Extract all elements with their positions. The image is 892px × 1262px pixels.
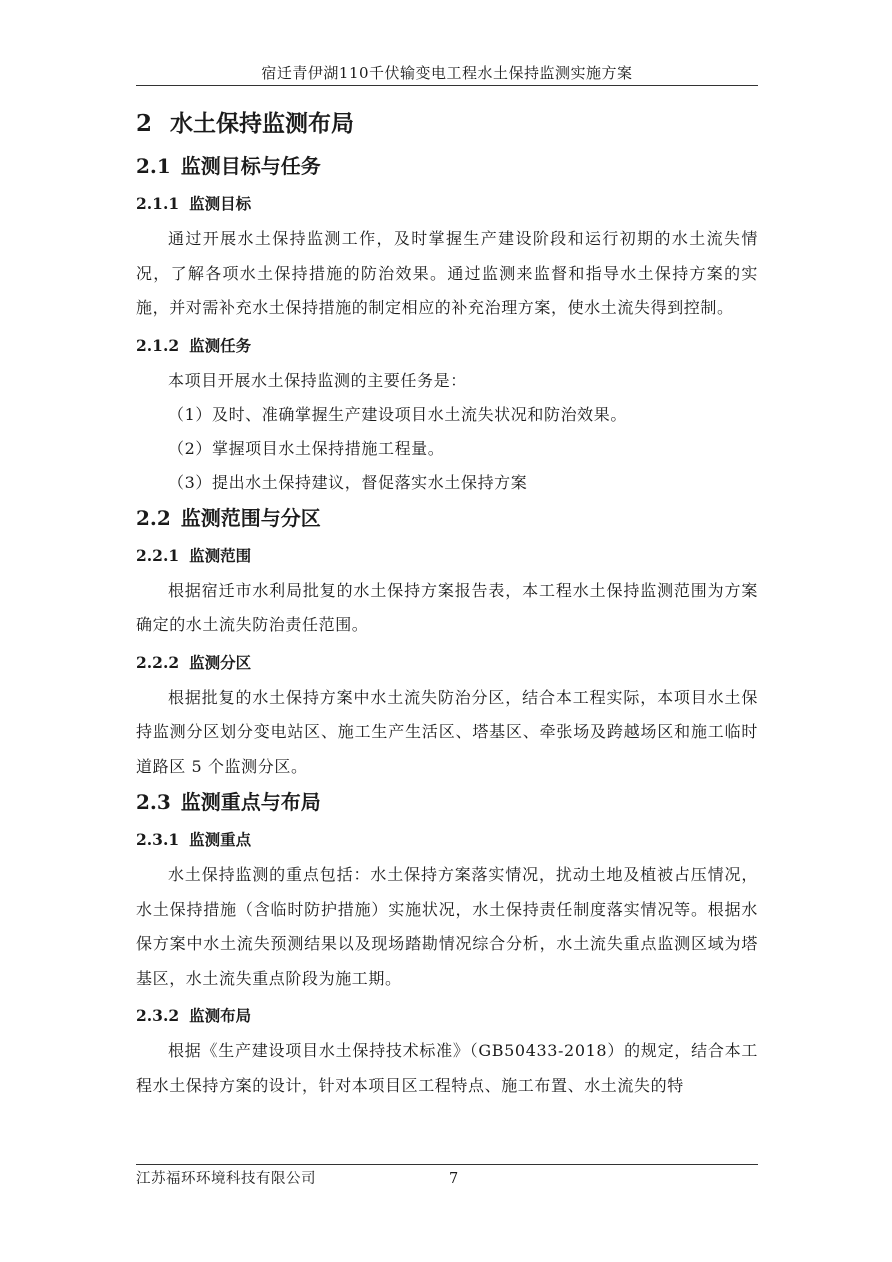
section-title: 监测目标与任务 — [180, 154, 321, 178]
list-item: （1）及时、准确掌握生产建设项目水土流失状况和防治效果。 — [168, 404, 627, 424]
section-number: 2.1.1 — [136, 194, 180, 213]
section-title: 监测范围与分区 — [180, 505, 321, 530]
section-number: 2.3.1 — [136, 830, 180, 849]
section-number: 2.3 — [136, 790, 171, 814]
section-title: 监测目标 — [189, 194, 252, 213]
section-number: 2.2.2 — [136, 652, 180, 672]
heading-section-2-3 — [136, 784, 758, 820]
running-header: 宿迁青伊湖110千伏输变电工程水土保持监测实施方案 — [261, 64, 633, 82]
section-title: 监测范围 — [189, 545, 252, 565]
paragraph-tasks-intro: 本项目开展水土保持监测的主要任务是： — [168, 370, 467, 390]
section-title: 监测重点与布局 — [180, 790, 321, 814]
heading-section-2-1-2 — [136, 330, 758, 362]
footer-divider — [136, 1164, 758, 1165]
section-number: 2.1.2 — [136, 335, 180, 355]
section-title: 监测任务 — [189, 335, 252, 355]
heading-section-2 — [136, 104, 758, 144]
section-number: 2.2.1 — [136, 545, 180, 565]
page-content — [136, 104, 758, 1103]
heading-section-2-2-2 — [136, 647, 758, 679]
heading-section-2-3-1 — [136, 824, 758, 856]
heading-section-2-1 — [136, 148, 758, 184]
paragraph-monitoring-layout: 根据《生产建设项目水土保持技术标准》（GB50433-2018）的规定，结合本工程水土保持方案的设计，针对本项目区工程特点、施工布置、水土流失的特 — [136, 1041, 758, 1095]
heading-section-2-2 — [136, 500, 758, 536]
heading-section-2-1-1 — [136, 188, 758, 220]
section-title: 水土保持监测布局 — [170, 110, 355, 137]
list-item: （2）掌握项目水土保持措施工程量。 — [168, 438, 445, 458]
paragraph-monitoring-goals: 通过开展水土保持监测工作，及时掌握生产建设阶段和运行初期的水土流失情况，了解各项水土保持措施的防治效果。通过监测来监督和指导水土保持方案的实施，并对需补充水土保持措施的制定相应的补充治理方案，使水土流失得到控制。 — [136, 229, 758, 317]
section-number: 2.2 — [136, 505, 171, 530]
section-number: 2.1 — [136, 154, 171, 178]
section-title: 监测分区 — [189, 652, 252, 672]
section-number: 2 — [136, 110, 153, 137]
paragraph-monitoring-zones: 根据批复的水土保持方案中水土流失防治分区，结合本工程实际，本项目水土保持监测分区划分变电站区、施工生产生活区、塔基区、牵张场及跨越场区和施工临时道路区 5 个监测分区。 — [136, 687, 758, 776]
section-number: 2.3.2 — [136, 1006, 180, 1025]
heading-section-2-3-2 — [136, 1000, 758, 1032]
page-number: 7 — [449, 1171, 459, 1187]
header-divider — [136, 85, 758, 86]
paragraph-monitoring-scope: 根据宿迁市水利局批复的水土保持方案报告表，本工程水土保持监测范围为方案确定的水土流失防治责任范围。 — [136, 580, 758, 634]
paragraph-monitoring-focus: 水土保持监测的重点包括：水土保持方案落实情况，扰动土地及植被占压情况，水土保持措施（含临时防护措施）实施状况，水土保持责任制度落实情况等。根据水保方案中水土流失预测结果以及现场踏勘情况综合分析，水土流失重点监测区域为塔基区，水土流失重点阶段为施工期。 — [136, 865, 758, 988]
footer-company-name: 江苏福环环境科技有限公司 — [136, 1171, 316, 1187]
section-title: 监测重点 — [189, 830, 252, 849]
section-title: 监测布局 — [189, 1006, 252, 1025]
list-item: （3）提出水土保持建议，督促落实水土保持方案 — [168, 472, 528, 492]
heading-section-2-2-1 — [136, 540, 758, 572]
